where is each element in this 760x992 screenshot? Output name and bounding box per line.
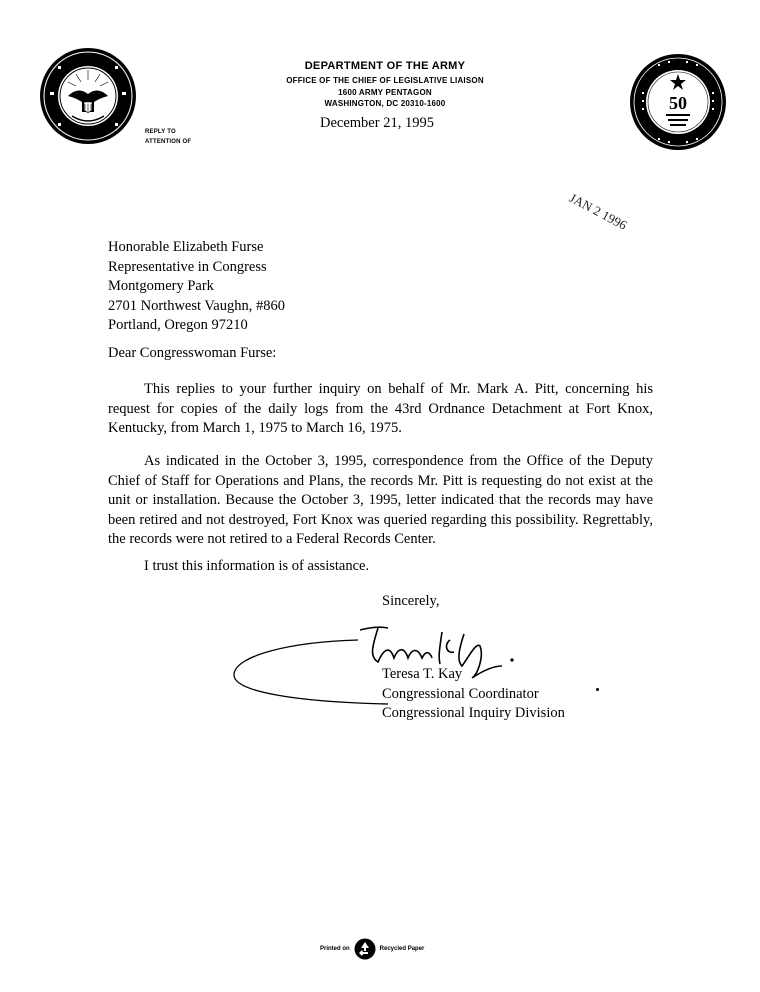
department-name: DEPARTMENT OF THE ARMY (304, 60, 466, 72)
recipient-address (108, 238, 285, 336)
body-paragraph (108, 380, 653, 439)
reply-to-block (145, 127, 191, 147)
address-line: Montgomery Park (108, 278, 214, 294)
address-line: Portland, Oregon 97210 (108, 317, 248, 333)
paragraph-text: I trust this information is of assistance. (144, 558, 370, 574)
signer-division: Congressional Inquiry Division (382, 705, 565, 721)
recycled-paper-label: Recycled Paper (379, 946, 425, 952)
salutation: Dear Congresswoman Furse: (108, 345, 277, 361)
signer-name: Teresa T. Kay (382, 666, 463, 682)
anniversary-number: 50 (669, 93, 687, 113)
received-date-stamp: JAN 2 1996 (566, 190, 630, 233)
reply-to-label: REPLY TO (145, 129, 176, 135)
address-line: 2701 Northwest Vaughn, #860 (108, 297, 285, 314)
recycle-icon (354, 938, 376, 960)
anniversary-seal (628, 52, 728, 152)
letter-date: December 21, 1995 (320, 115, 434, 131)
paragraph-text: This replies to your further inquiry on behalf of Mr. Mark A. Pitt, concerning his request for copies of the daily logs from the 43rd Ordnance Detachment at Fort Knox, Kentucky, from March 1, 1975 to March 16, 1975. (108, 381, 653, 436)
paragraph-text: As indicated in the October 3, 1995, correspondence from the Office of the Deputy Chief of Staff for Operations and Plans, the records Mr. Pitt is requesting do not exist at the unit or installation. Because the October 3, 1995, letter indicated that the records may have been retired and not destroyed, Fort Knox was queried regarding this possibility. Regrettably, the records were not retired to a Federal Records Center. (108, 453, 653, 547)
office-name: OFFICE OF THE CHIEF OF LEGISLATIVE LIAISON (286, 76, 484, 85)
street-address: 1600 ARMY PENTAGON (338, 88, 432, 97)
printed-on-label: Printed on (320, 946, 350, 952)
body-paragraph (108, 452, 653, 550)
address-line: Honorable Elizabeth Furse (108, 239, 264, 255)
city-address: WASHINGTON, DC 20310-1600 (324, 99, 446, 108)
body-paragraph (108, 557, 653, 577)
closing: Sincerely, (382, 593, 440, 609)
ink-dot (596, 688, 599, 691)
signer-title: Congressional Coordinator (382, 685, 539, 702)
signature-block (382, 665, 565, 724)
attention-of-label: ATTENTION OF (145, 139, 192, 145)
recycled-paper-footer (320, 938, 424, 960)
address-line: Representative in Congress (108, 258, 267, 275)
